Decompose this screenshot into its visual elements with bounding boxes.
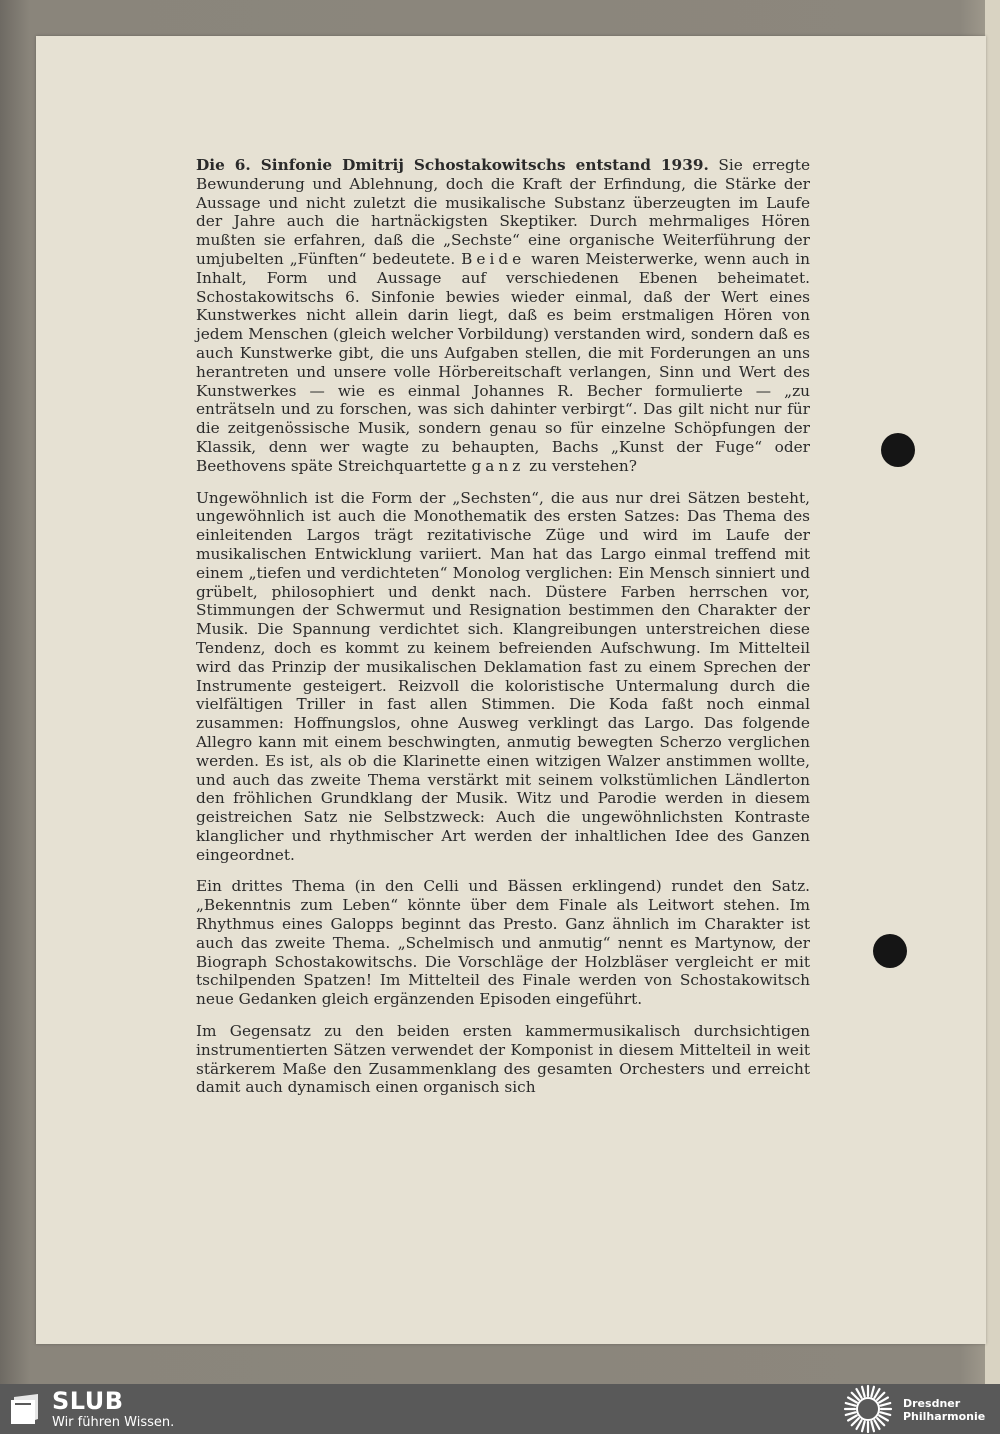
sunburst-ray xyxy=(871,1387,874,1397)
sunburst-ray xyxy=(857,1389,862,1398)
sunburst-ray xyxy=(857,1420,862,1429)
next-page-edge xyxy=(985,0,1000,1384)
sunburst-ray xyxy=(875,1420,880,1429)
sunburst-ray xyxy=(875,1389,880,1398)
paragraph-text: zu verstehen? xyxy=(524,456,637,475)
sunburst-ray xyxy=(877,1418,884,1425)
footer-bar xyxy=(0,1384,1000,1434)
emphasis-spaced: Beide xyxy=(461,249,526,268)
sunburst-ray xyxy=(852,1393,859,1400)
punch-hole xyxy=(881,433,915,467)
library-name: SLUB xyxy=(52,1387,124,1415)
paragraph-3: Ein drittes Thema (in den Celli und Bässen erklingend) rundet den Satz. „Bekenntnis zum Leben“ könnte über dem Finale als Leitwort stehen. Im Rhythmus eines Galopps beginnt das Presto. Ganz ähnlich im Charakter ist auch das zweite Thema. „Schelmisch und anmutig“ nennt es Martynow, der Biograph Schostakowitschs. Die Vorschläge der Holzbläser vergleicht er mit tschilpenden Spatzen! Im Mittelteil des Finale werden von Schostakowitsch neue Gedanken gleich ergänzenden Episoden eingeführt. xyxy=(196,877,810,1009)
article-body xyxy=(196,156,810,1110)
sunburst-ray xyxy=(862,1387,865,1397)
paragraph-4: Im Gegensatz zu den beiden ersten kammermusikalisch durchsichtigen instrumentierten Sätzen verwendet der Komponist in diesem Mittelteil in weit stärkerem Maße den Zusammenklang des gesamten Orchesters und erreicht damit auch dynamisch einen organisch sich xyxy=(196,1022,810,1097)
slub-book-icon xyxy=(10,1392,42,1426)
sunburst-ray xyxy=(852,1418,859,1425)
sunburst-ray xyxy=(862,1422,865,1432)
punch-hole xyxy=(873,934,907,968)
paragraph-1 xyxy=(196,156,810,476)
library-tagline: Wir führen Wissen. xyxy=(52,1415,175,1430)
sunburst-ray xyxy=(848,1416,857,1421)
sunburst-ray xyxy=(881,1412,891,1415)
lead-sentence: Die 6. Sinfonie Dmitrij Schostakowitschs entstand 1939. xyxy=(196,156,709,174)
philharmonie-sunburst-icon xyxy=(840,1384,896,1434)
sunburst-ray xyxy=(879,1416,888,1421)
emphasis-spaced: ganz xyxy=(471,456,525,475)
sunburst-ray xyxy=(879,1398,888,1403)
partner-line-2: Philharmonie xyxy=(903,1410,986,1423)
sunburst-ray xyxy=(877,1393,884,1400)
sunburst-ray xyxy=(881,1403,891,1406)
paragraph-text: Sie erregte Bewunderung und Ablehnung, doch die Kraft der Erfindung, die Stärke der Aussage und nicht zuletzt die musikalische Substanz überzeugten im Laufe der Jahre auch die hartnäckigsten Skeptiker. Durch mehrmaliges Hören mußten sie erfahren, daß die „Sechste“ eine organische Weiterführung der umjubelten „Fünften“ bedeutete. xyxy=(196,156,811,268)
paragraph-text: waren Meisterwerke, wenn auch in Inhalt, Form und Aussage auf verschiedenen Ebenen beheimatet. Schostakowitschs 6. Sinfonie bewies wieder einmal, daß der Wert eines Kunstwerkes nicht allein darin liegt, daß es beim erstmaligen Hören von jedem Menschen (gleich welcher Vorbildung) verstanden wird, sondern daß es auch Kunstwerke gibt, die uns Aufgaben stellen, die mit Forderungen an uns herantreten und unsere volle Hörbereitschaft verlangen, Sinn und Wert des Kunstwerkes — wie es einmal Johannes R. Becher formulierte — „zu enträtseln und zu forschen, was sich dahinter verbirgt“. Das gilt nicht nur für die zeitgenössische Musik, sondern genau so für einzelne Schöpfungen der Klassik, denn wer wagte zu behaupten, Bachs „Kunst der Fuge“ oder Beethovens späte Streichquartette xyxy=(196,249,810,475)
sunburst-ray xyxy=(846,1412,856,1415)
sunburst-ray xyxy=(848,1398,857,1403)
sunburst-ray xyxy=(846,1403,856,1406)
document-page xyxy=(36,36,986,1344)
partner-name xyxy=(903,1397,985,1423)
paragraph-2: Ungewöhnlich ist die Form der „Sechsten“, die aus nur drei Sätzen besteht, ungewöhnlich ist auch die Monothematik des ersten Satzes: Das Thema des einleitenden Largos trägt rezitativische Züge und wird im Laufe der musikalischen Entwicklung variiert. Man hat das Largo einmal treffend mit einem „tiefen und verdichteten“ Monolog verglichen: Ein Mensch sinniert und grübelt, philosophiert und denkt nach. Düstere Farben herrschen vor, Stimmungen der Schwermut und Resignation bestimmen den Charakter der Musik. Die Spannung verdichtet sich. Klangreibungen unterstreichen diese Tendenz, doch es kommt zu keinem befreienden Aufschwung. Im Mittelteil wird das Prinzip der musikalischen Deklamation fast zu einem Sprechen der Instrumente gesteigert. Reizvoll die koloristische Untermalung durch die vielfältigen Triller in fast allen Stimmen. Die Koda faßt noch einmal zusammen: Hoffnungslos, ohne Ausweg verklingt das Largo. Das folgende Allegro kann mit einem beschwingten, anmutig bewegten Scherzo verglichen werden. Es ist, als ob die Klarinette einen witzigen Walzer anstimmen wollte, und auch das zweite Thema verstärkt mit seinem volkstümlichen Ländlerton den fröhlichen Grundklang der Musik. Witz und Parodie werden in diesem geistreichen Satz nie Selbstzweck: Auch die ungewöhnlichsten Kontraste klanglicher und rhythmischer Art werden der inhaltlichen Idee des Ganzen eingeordnet. xyxy=(196,488,810,864)
partner-line-1: Dresdner xyxy=(903,1397,961,1410)
sunburst-ray xyxy=(871,1422,874,1432)
